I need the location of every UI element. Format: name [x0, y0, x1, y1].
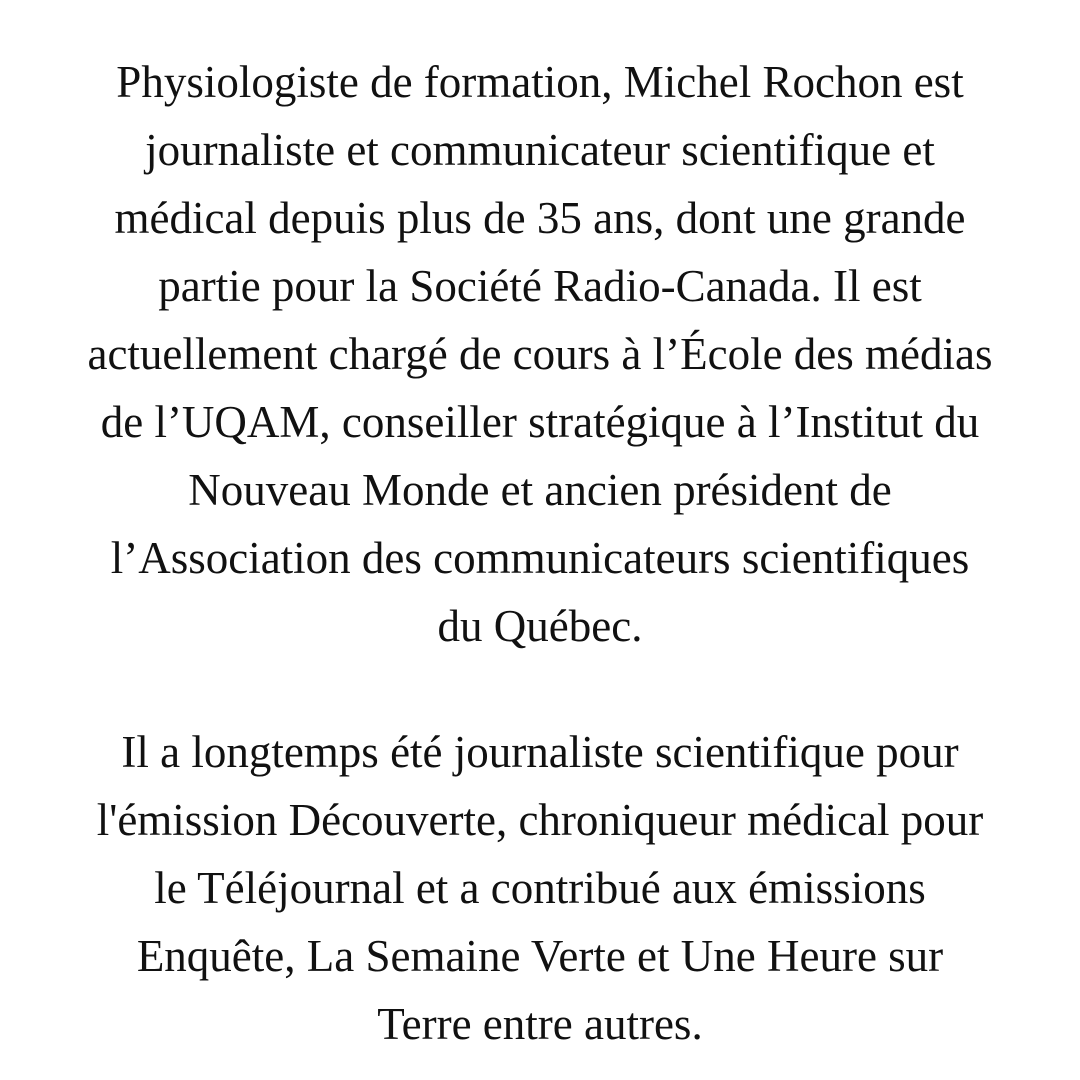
paragraph-1-line-6: de l’UQAM, conseiller stratégique à l’Institut du	[100, 397, 980, 447]
paragraph-2-line-4: Enquête, La Semaine Verte et Une Heure sur	[136, 931, 944, 981]
biography-paragraph-2	[22, 718, 1058, 1058]
paragraph-1-line-3: médical depuis plus de 35 ans, dont une grande	[114, 193, 966, 243]
paragraph-1-line-9: du Québec.	[437, 601, 643, 651]
biography-paragraph-1	[22, 48, 1058, 660]
paragraph-2-line-5: Terre entre autres.	[377, 999, 703, 1049]
paragraph-2-line-3: le Téléjournal et a contribué aux émissions	[154, 863, 926, 913]
paragraph-1-line-1: Physiologiste de formation, Michel Rochon est	[116, 57, 964, 107]
paragraph-1-line-7: Nouveau Monde et ancien président de	[188, 465, 892, 515]
paragraph-1-line-8: l’Association des communicateurs scientifiques	[110, 533, 970, 583]
paragraph-1-line-4: partie pour la Société Radio-Canada. Il est	[158, 261, 922, 311]
paragraph-1-line-2: journaliste et communicateur scientifique et	[145, 125, 935, 175]
paragraph-1-line-5: actuellement chargé de cours à l’École des médias	[87, 329, 993, 379]
paragraph-2-line-1: Il a longtemps été journaliste scientifique pour	[121, 727, 959, 777]
paragraph-2-line-2: l'émission Découverte, chroniqueur médical pour	[96, 795, 984, 845]
